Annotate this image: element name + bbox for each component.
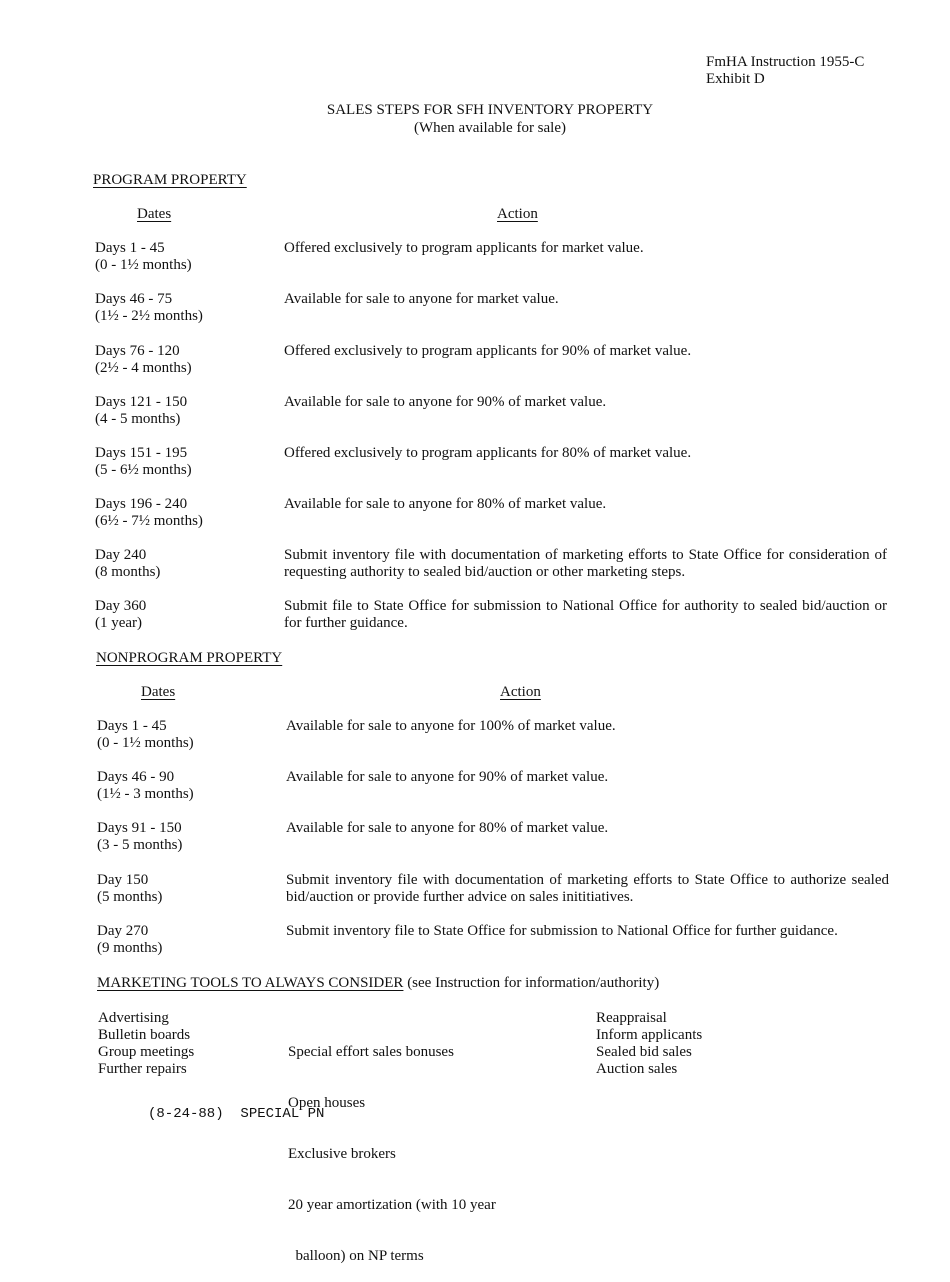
program-heading: PROGRAM PROPERTY bbox=[93, 172, 247, 188]
row-action: Submit file to State Office for submission to National Office for authority to sealed bid/auction or for further guidance. bbox=[284, 598, 887, 631]
row-date-months: (5 months) bbox=[97, 889, 163, 905]
page-subtitle: (When available for sale) bbox=[414, 120, 566, 136]
tool-item: Special effort sales bonuses bbox=[288, 1044, 454, 1060]
tool-item: Reappraisal bbox=[596, 1010, 667, 1026]
row-action: Available for sale to anyone for 80% of market value. bbox=[286, 820, 609, 836]
row-date-months: (1 year) bbox=[95, 615, 143, 631]
row-action: Available for sale to anyone for 80% of market value. bbox=[284, 496, 607, 512]
row-date: Days 46 - 75 bbox=[95, 291, 173, 307]
row-date: Days 1 - 45 bbox=[95, 240, 165, 256]
row-date: Day 150 bbox=[97, 872, 149, 888]
row-action: Available for sale to anyone for 90% of market value. bbox=[286, 769, 609, 785]
row-date: Day 360 bbox=[95, 598, 147, 614]
row-date-months: (3 - 5 months) bbox=[97, 837, 183, 853]
nonprogram-dates-header: Dates bbox=[141, 684, 176, 700]
row-date-months: (0 - 1½ months) bbox=[95, 257, 192, 273]
row-action: Submit inventory file to State Office for submission to National Office for further guidance. bbox=[286, 923, 838, 939]
row-date-months: (9 months) bbox=[97, 940, 163, 956]
row-action: Submit inventory file with documentation of marketing efforts to State Office to authorize sealed bid/auction or provide further advice on sales inititiatives. bbox=[286, 872, 889, 905]
tool-item: Sealed bid sales bbox=[596, 1044, 692, 1060]
row-action: Offered exclusively to program applicants for 80% of market value. bbox=[284, 445, 692, 461]
row-date: Days 196 - 240 bbox=[95, 496, 188, 512]
tool-item: Bulletin boards bbox=[98, 1027, 191, 1043]
tool-item: Group meetings bbox=[98, 1044, 195, 1060]
tools-heading-line bbox=[97, 975, 659, 992]
row-action: Submit inventory file with documentation of marketing efforts to State Office for consideration of requesting authority to sealed bid/auction or other marketing steps. bbox=[284, 547, 887, 580]
tool-item: Further repairs bbox=[98, 1061, 187, 1077]
row-date: Days 121 - 150 bbox=[95, 394, 188, 410]
tool-item: Inform applicants bbox=[596, 1027, 703, 1043]
exhibit-label: Exhibit D bbox=[706, 71, 765, 87]
tool-item: Exclusive brokers bbox=[288, 1146, 396, 1162]
tools-heading: MARKETING TOOLS TO ALWAYS CONSIDER bbox=[97, 975, 404, 991]
row-date: Days 76 - 120 bbox=[95, 343, 180, 359]
tool-item: balloon) on NP terms bbox=[288, 1248, 424, 1264]
page-title: SALES STEPS FOR SFH INVENTORY PROPERTY bbox=[326, 102, 654, 118]
row-date-months: (6½ - 7½ months) bbox=[95, 513, 203, 529]
row-date: Day 240 bbox=[95, 547, 147, 563]
row-action: Available for sale to anyone for 100% of market value. bbox=[286, 718, 616, 734]
row-date-months: (5 - 6½ months) bbox=[95, 462, 192, 478]
nonprogram-action-header: Action bbox=[500, 684, 541, 700]
row-action: Offered exclusively to program applicants for market value. bbox=[284, 240, 644, 256]
row-action: Available for sale to anyone for market value. bbox=[284, 291, 559, 307]
tool-item: Auction sales bbox=[596, 1061, 678, 1077]
row-date-months: (1½ - 3 months) bbox=[97, 786, 194, 802]
row-date: Days 151 - 195 bbox=[95, 445, 188, 461]
row-date: Days 46 - 90 bbox=[97, 769, 175, 785]
tool-item: Advertising bbox=[98, 1010, 169, 1026]
row-date: Day 270 bbox=[97, 923, 149, 939]
instruction-number: FmHA Instruction 1955-C bbox=[706, 54, 865, 70]
row-date: Days 91 - 150 bbox=[97, 820, 182, 836]
row-date-months: (4 - 5 months) bbox=[95, 411, 181, 427]
tool-item: Open houses bbox=[288, 1095, 366, 1111]
footer-revision: (8-24-88) SPECIAL PN bbox=[148, 1106, 325, 1122]
nonprogram-heading: NONPROGRAM PROPERTY bbox=[96, 650, 283, 666]
document-header bbox=[706, 54, 864, 88]
tools-note: (see Instruction for information/authority) bbox=[403, 975, 660, 991]
row-action: Available for sale to anyone for 90% of market value. bbox=[284, 394, 607, 410]
program-dates-header: Dates bbox=[137, 206, 172, 222]
row-date-months: (8 months) bbox=[95, 564, 161, 580]
row-action: Offered exclusively to program applicants for 90% of market value. bbox=[284, 343, 692, 359]
row-date-months: (2½ - 4 months) bbox=[95, 360, 192, 376]
tool-item: 20 year amortization (with 10 year bbox=[288, 1197, 496, 1213]
tools-column-3 bbox=[596, 1010, 702, 1078]
tools-column-2 bbox=[288, 1010, 496, 1282]
row-date: Days 1 - 45 bbox=[97, 718, 167, 734]
row-date-months: (0 - 1½ months) bbox=[97, 735, 194, 751]
program-action-header: Action bbox=[497, 206, 538, 222]
tools-column-1 bbox=[98, 1010, 194, 1078]
row-date-months: (1½ - 2½ months) bbox=[95, 308, 203, 324]
